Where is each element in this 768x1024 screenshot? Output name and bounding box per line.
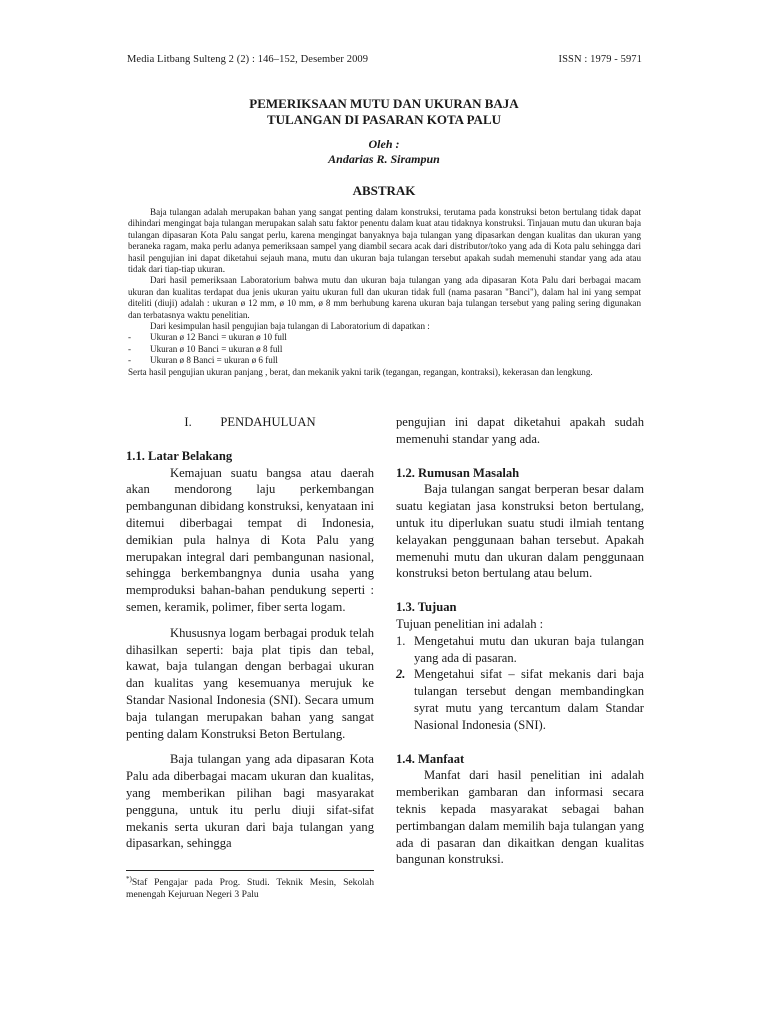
paper-title-line-2: TULANGAN DI PASARAN KOTA PALU	[266, 112, 501, 127]
body-paragraph: Khususnya logam berbagai produk telah dihasilkan seperti: baja plat tipis dan tebal, kawat, baja tulangan dengan berbagai ukuran dan kualitas yang kesemuanya merujuk ke Standar Nasional Indonesia (SNI). Secara umum baja tulangan merupakan bahan yang sangat penting dalam Konstruksi Beton Bertulang.	[126, 625, 374, 741]
tujuan-list-item: 2. Mengetahui sifat – sifat mekanis dari baja tulangan tersebut dengan membandingkan syrat mutu yang tercantum dalam Standar Nasional Indonesia (SNI).	[396, 667, 644, 732]
subsection-heading-tujuan: 1.3. Tujuan	[396, 600, 457, 615]
footnote-text: Staf Pengajar pada Prog. Studi. Teknik Mesin, Sekolah menengah Kejuruan Negeri 3 Palu	[126, 877, 374, 901]
section-heading-pendahuluan: I. PENDAHULUAN	[184, 415, 316, 429]
tujuan-intro: Tujuan penelitian ini adalah :	[396, 616, 544, 631]
left-column	[126, 414, 374, 852]
abstract-list-item: - Ukuran ø 12 Banci = ukuran ø 10 full	[128, 332, 287, 343]
abstract-body	[128, 207, 641, 378]
abstract-paragraph-2: Dari hasil pemeriksaan Laboratorium bahwa mutu dan ukuran baja tulangan yang ada dipasaran Kota Palu dari berbagai macam ukuran dan kualitas terdapat dua jenis ukuran yaitu ukuran full dan ukuran tidak full (nama pasaran "Banci"), dalam hal ini yang sempat diteliti (diuji) adalah : ukuran ø 12 mm, ø 10 mm, ø 8 mm berhubung karena ukuran baja tulangan tersebut yang paling sering digunakan dan terbatasnya waktu penelitian.	[128, 275, 641, 320]
footnote-mark: *)	[126, 875, 132, 883]
abstract-paragraph-1: Baja tulangan adalah merupakan bahan yang sangat penting dalam konstruksi, terutama pada konstruksi beton bertulang tidak dapat dihindari mengingat baja tulangan merupakan salah satu faktor penentu dalam kuat atau tidaknya konstruksi. Tinjauan mutu dan ukuran baja tulangan dipasaran Kota Palu sangat perlu, karena mengingat banyaknya baja tulangan yang dipasarkan dengan kualitas dan ukuran yang beraneka ragam, maka perlu adanya pemeriksaan sampel yang diambil secara acak dari distributor/toko yang ada di Kota palu sehingga dari hasil pengujian ini dapat diketahui sejauh mana, mutu dan ukuran baja tulangan tersebut apakah sudah memenuhi standar yang ada atau tidak dari tiap-tiap ukuran.	[128, 207, 641, 275]
subsection-heading-rumusan-masalah: 1.2. Rumusan Masalah	[396, 465, 520, 480]
right-column	[396, 414, 644, 868]
subsection-heading-manfaat: 1.4. Manfaat	[396, 751, 465, 766]
body-paragraph: Baja tulangan sangat berperan besar dalam suatu kegiatan jasa konstruksi beton bertulang, untuk itu diperlukan suatu studi ilmiah tentang kelayakan penggunaan bahan tersebut. Apakah memenuhi mutu dan ukuran dalam penggunaan konstruksi beton bertulang atau belum.	[396, 482, 644, 581]
abstract-list-item: - Ukuran ø 10 Banci = ukuran ø 8 full	[128, 343, 283, 354]
abstract-heading: ABSTRAK	[352, 183, 416, 198]
title-block	[0, 96, 768, 167]
abstract-list-item: - Ukuran ø 8 Banci = ukuran ø 6 full	[128, 355, 278, 366]
abstract-paragraph-4: Serta hasil pengujian ukuran panjang , berat, dan mekanik yakni tarik (tegangan, regangan, kontraksi), kekerasan dan lengkung.	[128, 366, 593, 377]
subsection-heading-latar-belakang: 1.1. Latar Belakang	[126, 448, 233, 463]
author-name: Andarias R. Sirampun	[328, 152, 440, 166]
footnote	[126, 873, 374, 901]
paper-title-line-1: PEMERIKSAAN MUTU DAN UKURAN BAJA	[249, 96, 519, 111]
body-paragraph-continued: pengujian ini dapat diketahui apakah sudah memenuhi standar yang ada.	[396, 415, 644, 446]
tujuan-list-item: 1. Mengetahui mutu dan ukuran baja tulangan yang ada di pasaran.	[396, 633, 644, 665]
running-header	[127, 54, 642, 65]
byline	[0, 137, 768, 167]
body-paragraph: Manfat dari hasil penelitian ini adalah memberikan gambaran dan informasi secara teknis kepada masyarakat sebagai bahan pertimbangan dalam memilih baja tulangan yang ada di pasaran dan dikaitkan dengan kualitas bangunan konstruksi.	[396, 768, 644, 867]
abstract-paragraph-3: Dari kesimpulan hasil pengujian baja tulangan di Laboratorium di dapatkan :	[150, 321, 430, 332]
footnote-divider	[126, 870, 374, 871]
body-paragraph: Baja tulangan yang ada dipasaran Kota Palu ada diberbagai macam ukuran dan kualitas, yang memberikan pilihan bagi masyarakat pengguna, untuk itu perlu diuji sifat-sifat mekanis serta ukuran dari baja tulangan yang dipasarkan, sehingga	[126, 752, 374, 851]
issn-label: ISSN : 1979 - 5971	[558, 54, 642, 65]
body-paragraph: Kemajuan suatu bangsa atau daerah akan mendorong laju perkembangan pembangunan dibidang konstruksi, kenyataan ini ditemui diberbagai tempat di Indonesia, demikian pula halnya di Kota Palu yang merupakan integral dari pembangunan nasional, sehingga berkembangnya dunia usaha yang memproduksi bahan-bahan pendukung seperti : semen, keramik, polimer, fiber serta logam.	[126, 465, 374, 614]
oleh-label: Oleh :	[368, 137, 400, 151]
journal-citation: Media Litbang Sulteng 2 (2) : 146–152, Desember 2009	[127, 54, 369, 65]
